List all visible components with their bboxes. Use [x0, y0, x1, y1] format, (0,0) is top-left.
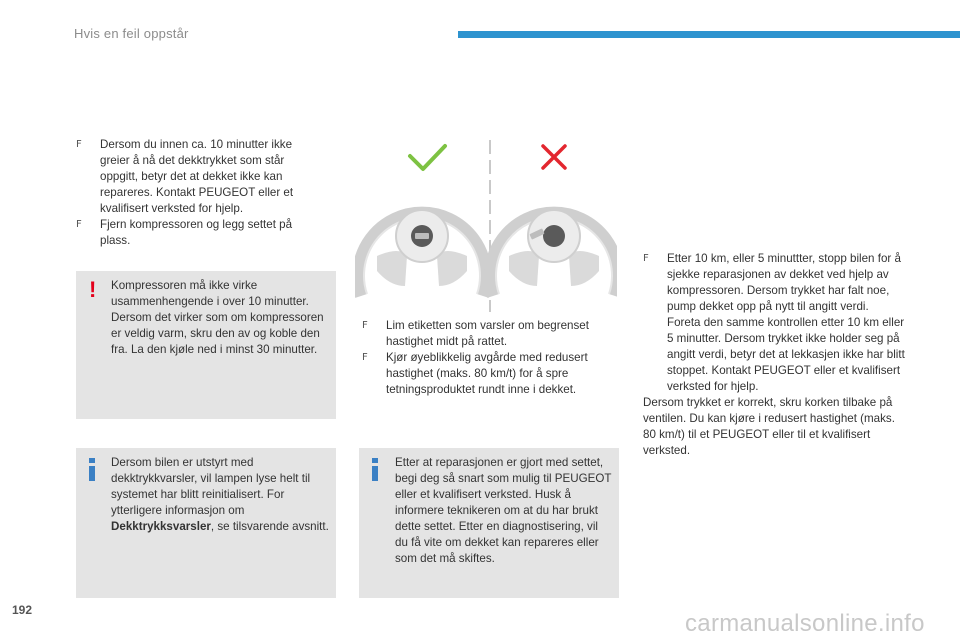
section-title: Hvis en feil oppstår [74, 26, 189, 41]
steering-wheel-left [358, 210, 486, 296]
warning-icon: ! [89, 277, 97, 302]
bullet-item: F Fjern kompressoren og legg settet på plass. [76, 218, 293, 247]
bullet-marker: F [76, 219, 82, 230]
steering-wheel-right [490, 210, 617, 296]
bullet-item: F Lim etiketten som varsler om begrenset hastighet midt på rattet. [362, 319, 589, 348]
bullet-item: F Dersom du innen ca. 10 minutter ikke greier å nå det dekktrykket som står oppgitt, betyr det at dekket ikke kan repareres. Kontakt PEUGEOT eller et kvalifisert verksted for hjelp. [76, 138, 294, 215]
cross-icon [543, 146, 565, 168]
bullet-marker: F [643, 253, 649, 264]
warning-box [76, 271, 336, 419]
steering-wheel-figure [355, 136, 617, 314]
watermark: carmanualsonline.info [685, 610, 925, 637]
info-box-left [76, 448, 336, 598]
right-paragraph: Dersom trykket er korrekt, skru korken tilbake på ventilen. Du kan kjøre i redusert hastighet (maks. 80 km/t) til et PEUGEOT eller til et kvalifisert verksted. [643, 396, 895, 457]
info-text: Etter at reparasjonen er gjort med settet, begi deg så snart som mulig til PEUGEOT eller et kvalifisert verksted. Husk å informere teknikeren om at du har brukt dette settet. Etter en diagnostisering, vil du få vite om dekket kan repareres eller som det må skiftes. [395, 456, 612, 565]
bullet-marker: F [362, 320, 368, 331]
bullet-marker: F [362, 352, 368, 363]
left-bullets [76, 137, 316, 249]
steering-wheel-illustration [355, 136, 617, 314]
header-accent-bar [458, 31, 960, 38]
bullet-item: F Etter 10 km, eller 5 minuttter, stopp bilen for å sjekke reparasjonen av dekket ved hjelp av kompressoren. Dersom trykket har falt noe, pump dekket opp på nytt til angitt verdi. Foreta den samme kontrollen etter 10 km eller 5 minutter. Dersom trykket ikke holder seg på angitt verdi, betyr det at lekkasjen ikke har blitt stoppet. Kontakt PEUGEOT eller et kvalifisert verksted for hjelp. [643, 252, 905, 393]
page-number: 192 [12, 603, 33, 617]
info-text: Dersom bilen er utstyrt med dekktrykkvarsler, vil lampen lyse helt til systemet har blitt reinitialisert. For ytterligere informasjon om Dekktrykksvarsler, se tilsvarende avsnitt. [111, 456, 329, 533]
warning-text: Kompressoren må ikke virke usammenhengende i over 10 minutter. Dersom det virker som om kompressoren er veldig varm, skru den av og koble den fra. La den kjøle ned i minst 30 minutter. [111, 279, 324, 356]
check-icon [410, 146, 445, 169]
info-box-middle [359, 448, 619, 598]
bullet-marker: F [76, 139, 82, 150]
right-column [643, 251, 905, 459]
bold-term: Dekktrykksvarsler [111, 520, 211, 533]
bullet-item: F Kjør øyeblikkelig avgårde med redusert hastighet (maks. 80 km/t) for å spre tetningsproduktet rundt inne i dekket. [362, 351, 588, 396]
middle-bullets [362, 318, 610, 398]
